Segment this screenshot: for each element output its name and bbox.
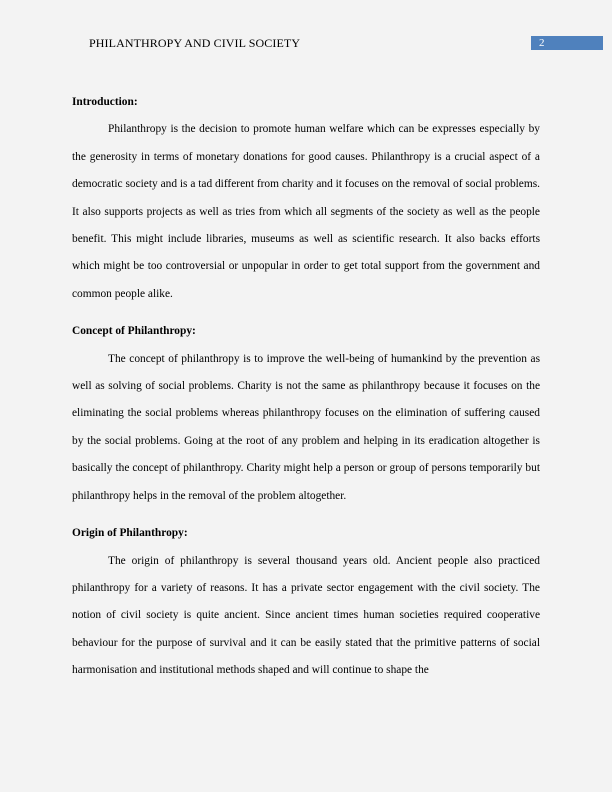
section-paragraph: The origin of philanthropy is several thousand years old. Ancient people also practiced philanthropy for a variety of reasons. It has a private sector engagement with the civil society. The notion of civil society is quite ancient. Since ancient times human societies required cooperative behaviour for the purpose of survival and it can be easily stated that the primitive patterns of social harmonisation and institutional methods shaped and will continue to shape the <box>72 554 540 677</box>
running-header-title: PHILANTHROPY AND CIVIL SOCIETY <box>89 36 301 50</box>
section-heading: Concept of Philanthropy: <box>72 325 196 338</box>
section-introduction <box>72 89 540 308</box>
page-number-badge: 2 <box>531 36 603 50</box>
section-origin <box>72 520 540 684</box>
document-body <box>72 89 540 695</box>
section-paragraph: The concept of philanthropy is to improve the well-being of humankind by the prevention as well as solving of social problems. Charity is not the same as philanthropy because it focuses on the eliminating the social problems whereas philanthropy focuses on the elimination of suffering caused by the social problems. Going at the root of any problem and helping in its eradication altogether is basically the concept of philanthropy. Charity might help a person or group of persons temporarily but philanthropy helps in the removal of the problem altogether. <box>72 352 540 502</box>
section-heading: Origin of Philanthropy: <box>72 527 188 540</box>
section-paragraph: Philanthropy is the decision to promote human welfare which can be expresses especially by the generosity in terms of monetary donations for good causes. Philanthropy is a crucial aspect of a democratic society and is a tad different from charity and it focuses on the removal of social problems. It also supports projects as well as tries from which all segments of the society as well as the people benefit. This might include libraries, museums as well as scientific research. It also backs efforts which might be too controversial or unpopular in order to get total support from the government and common people alike. <box>72 123 540 300</box>
section-concept <box>72 318 540 510</box>
section-heading: Introduction: <box>72 96 138 108</box>
